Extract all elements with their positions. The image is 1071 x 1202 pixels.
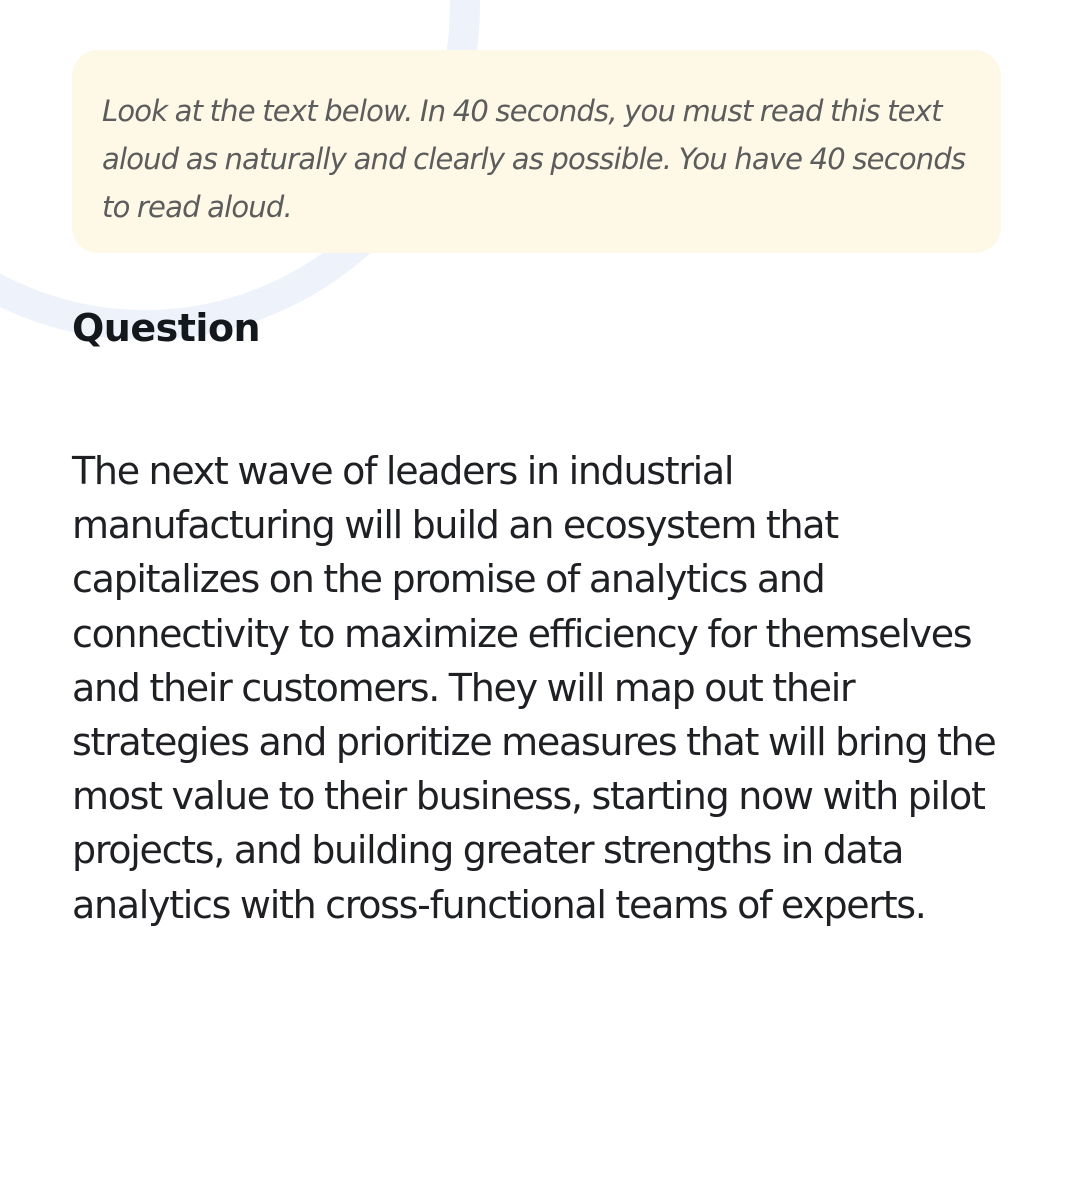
read-aloud-passage: The next wave of leaders in industrial manufacturing will build an ecosystem that capitalizes on the promise of analytics and connectivity to maximize efficiency for themselves and their customers. They will map out their strategies and prioritize measures that will bring the most value to their business, starting now with pilot projects, and building greater strengths in data analytics with cross-functional teams of experts. xyxy=(72,449,996,927)
instruction-card xyxy=(72,50,1001,253)
instruction-text: Look at the text below. In 40 seconds, you must read this text aloud as naturally and clearly as possible. You have 40 seconds to read aloud. xyxy=(102,94,966,224)
question-heading: Question xyxy=(72,306,261,350)
